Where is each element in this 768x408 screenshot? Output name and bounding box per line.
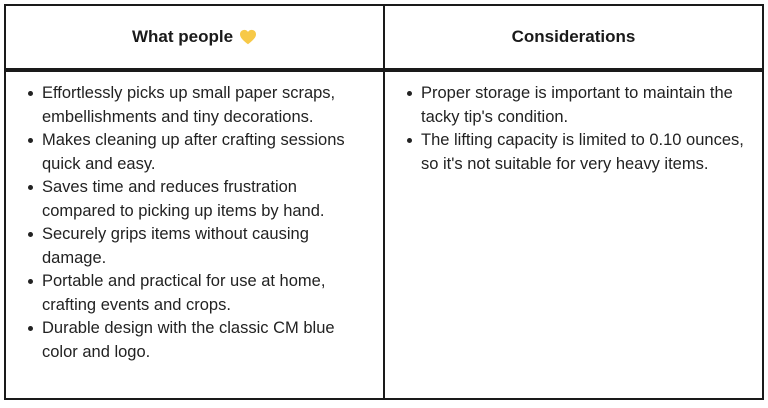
header-considerations <box>385 6 762 72</box>
list-item: Proper storage is important to maintain the tacky tip's condition. <box>405 82 750 129</box>
list-item: Portable and practical for use at home, crafting events and crops. <box>26 270 371 317</box>
considerations-list <box>405 82 750 176</box>
header-considerations-label: Considerations <box>511 27 636 46</box>
header-what-people <box>6 6 385 72</box>
list-item: Effortlessly picks up small paper scraps, embellishments and tiny decorations. <box>26 82 371 129</box>
list-item: The lifting capacity is limited to 0.10 ounces, so it's not suitable for very heavy items. <box>405 129 750 176</box>
list-item: Saves time and reduces frustration compared to picking up items by hand. <box>26 176 371 223</box>
list-item: Securely grips items without causing damage. <box>26 223 371 270</box>
considerations-cell <box>385 72 762 398</box>
yellow-heart-icon <box>239 29 257 45</box>
pros-considerations-table <box>4 4 764 400</box>
pros-list <box>26 82 371 364</box>
list-item: Durable design with the classic CM blue color and logo. <box>26 317 371 364</box>
pros-cell <box>6 72 385 398</box>
list-item: Makes cleaning up after crafting sessions quick and easy. <box>26 129 371 176</box>
header-what-people-label: What people <box>131 27 234 46</box>
